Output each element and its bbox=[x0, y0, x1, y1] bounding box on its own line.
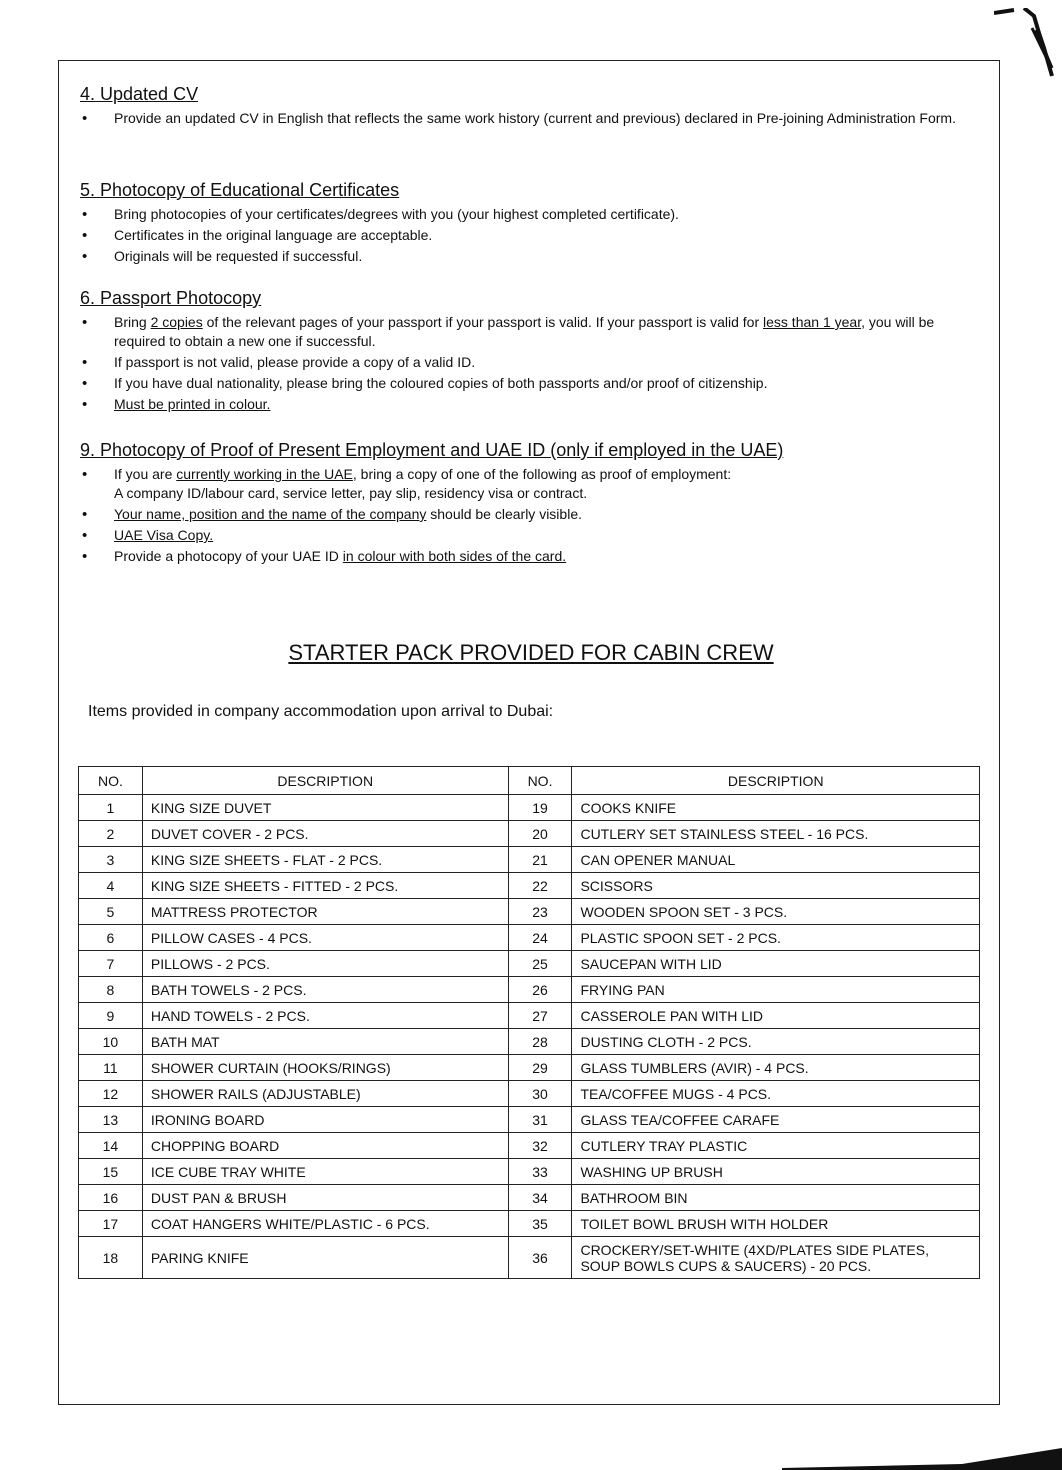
item-description: KING SIZE SHEETS - FLAT - 2 PCS. bbox=[142, 847, 508, 873]
item-description: BATH TOWELS - 2 PCS. bbox=[142, 977, 508, 1003]
item-number: 1 bbox=[79, 795, 143, 821]
section-title: 5. Photocopy of Educational Certificates bbox=[80, 180, 400, 200]
table-row bbox=[79, 1081, 980, 1107]
item-description: WASHING UP BRUSH bbox=[572, 1159, 980, 1185]
table-header-row bbox=[79, 767, 980, 795]
starter-pack-table bbox=[78, 766, 980, 1279]
item-description: CUTLERY TRAY PLASTIC bbox=[572, 1133, 980, 1159]
item-description: ICE CUBE TRAY WHITE bbox=[142, 1159, 508, 1185]
item-number: 7 bbox=[79, 951, 143, 977]
item-number: 27 bbox=[508, 1003, 572, 1029]
item-number: 30 bbox=[508, 1081, 572, 1107]
list-item: • UAE Visa Copy. bbox=[80, 526, 960, 545]
table-row bbox=[79, 951, 980, 977]
table-row bbox=[79, 1185, 980, 1211]
item-number: 3 bbox=[79, 847, 143, 873]
table-row bbox=[79, 899, 980, 925]
bullet-list bbox=[80, 109, 960, 128]
item-description: DUSTING CLOTH - 2 PCS. bbox=[572, 1029, 980, 1055]
list-item: • If passport is not valid, please provide a copy of a valid ID. bbox=[80, 353, 960, 372]
list-item: • If you have dual nationality, please bring the coloured copies of both passports and/or proof of citizenship. bbox=[80, 374, 960, 393]
item-description: COOKS KNIFE bbox=[572, 795, 980, 821]
item-description: CHOPPING BOARD bbox=[142, 1133, 508, 1159]
item-number: 34 bbox=[508, 1185, 572, 1211]
list-item: • Bring 2 copies of the relevant pages of your passport if your passport is valid. If your passport is valid for less than 1 year, you will be required to obtain a new one if successful. bbox=[80, 313, 960, 351]
starter-pack-title: STARTER PACK PROVIDED FOR CABIN CREW bbox=[288, 640, 774, 665]
item-number: 31 bbox=[508, 1107, 572, 1133]
starter-pack-intro: Items provided in company accommodation upon arrival to Dubai: bbox=[88, 703, 554, 720]
item-description: CROCKERY/SET-WHITE (4XD/PLATES SIDE PLATES, SOUP BOWLS CUPS & SAUCERS) - 20 PCS. bbox=[572, 1237, 980, 1279]
item-number: 16 bbox=[79, 1185, 143, 1211]
table-row bbox=[79, 1133, 980, 1159]
section-passport-photocopy bbox=[80, 288, 960, 416]
header-no: NO. bbox=[79, 767, 143, 795]
bullet-list bbox=[80, 313, 960, 414]
table-row bbox=[79, 925, 980, 951]
item-number: 14 bbox=[79, 1133, 143, 1159]
item-description: CUTLERY SET STAINLESS STEEL - 16 PCS. bbox=[572, 821, 980, 847]
table-body bbox=[79, 795, 980, 1279]
item-number: 20 bbox=[508, 821, 572, 847]
table-row bbox=[79, 1029, 980, 1055]
item-number: 28 bbox=[508, 1029, 572, 1055]
list-item: • Bring photocopies of your certificates/degrees with you (your highest completed certificate). bbox=[80, 205, 960, 224]
header-description: DESCRIPTION bbox=[142, 767, 508, 795]
table-row bbox=[79, 1107, 980, 1133]
table-row bbox=[79, 1159, 980, 1185]
item-description: COAT HANGERS WHITE/PLASTIC - 6 PCS. bbox=[142, 1211, 508, 1237]
item-number: 24 bbox=[508, 925, 572, 951]
item-number: 19 bbox=[508, 795, 572, 821]
item-number: 36 bbox=[508, 1237, 572, 1279]
item-number: 33 bbox=[508, 1159, 572, 1185]
section-title: 4. Updated CV bbox=[80, 84, 199, 104]
item-number: 17 bbox=[79, 1211, 143, 1237]
table-row bbox=[79, 873, 980, 899]
item-number: 6 bbox=[79, 925, 143, 951]
item-description: DUST PAN & BRUSH bbox=[142, 1185, 508, 1211]
item-description: PILLOW CASES - 4 PCS. bbox=[142, 925, 508, 951]
section-proof-of-employment bbox=[80, 440, 960, 568]
item-description: PILLOWS - 2 PCS. bbox=[142, 951, 508, 977]
section-updated-cv bbox=[80, 84, 960, 130]
table-row bbox=[79, 977, 980, 1003]
item-description: FRYING PAN bbox=[572, 977, 980, 1003]
item-number: 18 bbox=[79, 1237, 143, 1279]
item-description: KING SIZE DUVET bbox=[142, 795, 508, 821]
item-description: DUVET COVER - 2 PCS. bbox=[142, 821, 508, 847]
item-description: SCISSORS bbox=[572, 873, 980, 899]
table-row bbox=[79, 821, 980, 847]
item-number: 21 bbox=[508, 847, 572, 873]
item-description: SHOWER RAILS (ADJUSTABLE) bbox=[142, 1081, 508, 1107]
item-number: 10 bbox=[79, 1029, 143, 1055]
table-row bbox=[79, 1055, 980, 1081]
pen-mark-icon bbox=[994, 8, 1054, 78]
item-description: WOODEN SPOON SET - 3 PCS. bbox=[572, 899, 980, 925]
item-number: 23 bbox=[508, 899, 572, 925]
item-number: 2 bbox=[79, 821, 143, 847]
table-row bbox=[79, 1003, 980, 1029]
section-title: 9. Photocopy of Proof of Present Employment and UAE ID (only if employed in the UAE) bbox=[80, 440, 784, 460]
item-description: CAN OPENER MANUAL bbox=[572, 847, 980, 873]
bullet-list bbox=[80, 465, 960, 566]
item-number: 15 bbox=[79, 1159, 143, 1185]
item-description: TOILET BOWL BRUSH WITH HOLDER bbox=[572, 1211, 980, 1237]
item-number: 8 bbox=[79, 977, 143, 1003]
item-number: 22 bbox=[508, 873, 572, 899]
item-number: 26 bbox=[508, 977, 572, 1003]
section-educational-certificates bbox=[80, 180, 960, 268]
item-description: PLASTIC SPOON SET - 2 PCS. bbox=[572, 925, 980, 951]
item-description: MATTRESS PROTECTOR bbox=[142, 899, 508, 925]
item-description: CASSEROLE PAN WITH LID bbox=[572, 1003, 980, 1029]
table-row bbox=[79, 1211, 980, 1237]
header-no: NO. bbox=[508, 767, 572, 795]
table-row bbox=[79, 1237, 980, 1279]
edge-shadow-icon bbox=[782, 1440, 1062, 1470]
item-description: HAND TOWELS - 2 PCS. bbox=[142, 1003, 508, 1029]
item-description: GLASS TEA/COFFEE CARAFE bbox=[572, 1107, 980, 1133]
list-item: • Your name, position and the name of the company should be clearly visible. bbox=[80, 505, 960, 524]
item-description: TEA/COFFEE MUGS - 4 PCS. bbox=[572, 1081, 980, 1107]
section-title: 6. Passport Photocopy bbox=[80, 288, 262, 308]
item-description: BATHROOM BIN bbox=[572, 1185, 980, 1211]
item-number: 29 bbox=[508, 1055, 572, 1081]
item-number: 5 bbox=[79, 899, 143, 925]
table-row bbox=[79, 847, 980, 873]
list-item: • Certificates in the original language are acceptable. bbox=[80, 226, 960, 245]
item-number: 4 bbox=[79, 873, 143, 899]
item-description: PARING KNIFE bbox=[142, 1237, 508, 1279]
list-item: • Must be printed in colour. bbox=[80, 395, 960, 414]
bullet-list bbox=[80, 205, 960, 266]
item-description: SHOWER CURTAIN (HOOKS/RINGS) bbox=[142, 1055, 508, 1081]
item-description: GLASS TUMBLERS (AVIR) - 4 PCS. bbox=[572, 1055, 980, 1081]
list-item: • Originals will be requested if successful. bbox=[80, 247, 960, 266]
item-number: 25 bbox=[508, 951, 572, 977]
header-description: DESCRIPTION bbox=[572, 767, 980, 795]
item-description: BATH MAT bbox=[142, 1029, 508, 1055]
list-item: • Provide a photocopy of your UAE ID in colour with both sides of the card. bbox=[80, 547, 960, 566]
item-number: 13 bbox=[79, 1107, 143, 1133]
item-description: SAUCEPAN WITH LID bbox=[572, 951, 980, 977]
item-number: 12 bbox=[79, 1081, 143, 1107]
item-description: KING SIZE SHEETS - FITTED - 2 PCS. bbox=[142, 873, 508, 899]
item-number: 32 bbox=[508, 1133, 572, 1159]
item-number: 11 bbox=[79, 1055, 143, 1081]
item-number: 35 bbox=[508, 1211, 572, 1237]
list-item: • Provide an updated CV in English that reflects the same work history (current and previous) declared in Pre-joining Administration Form. bbox=[80, 109, 960, 128]
item-number: 9 bbox=[79, 1003, 143, 1029]
item-description: IRONING BOARD bbox=[142, 1107, 508, 1133]
table-row bbox=[79, 795, 980, 821]
list-item: • If you are currently working in the UAE, bring a copy of one of the following as proof of employment: A company ID/labour card, service letter, pay slip, residency visa or contract. bbox=[80, 465, 960, 503]
